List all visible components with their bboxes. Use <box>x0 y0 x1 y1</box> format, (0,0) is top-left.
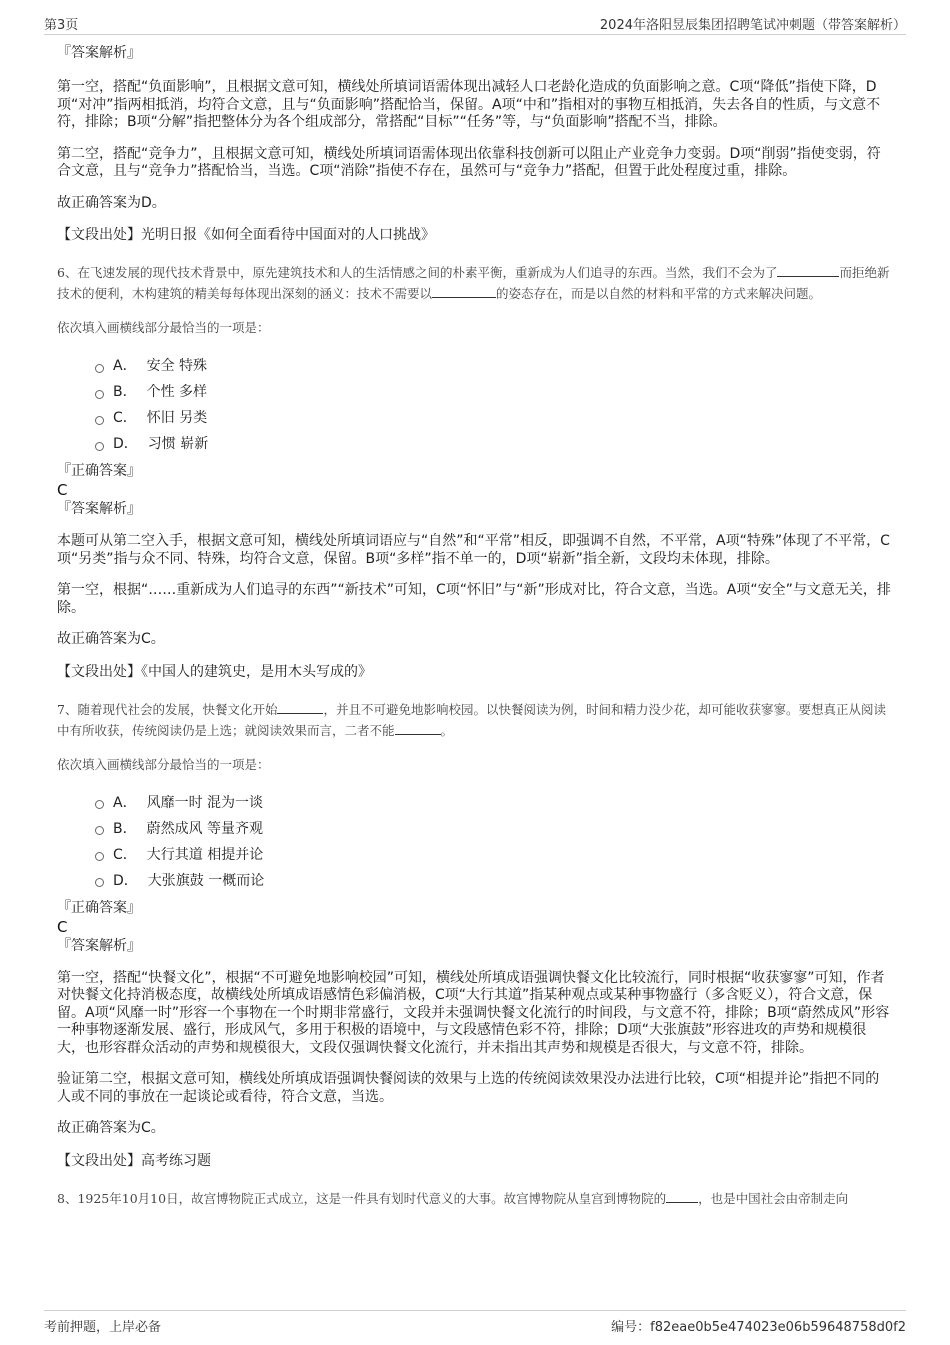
q7-options <box>95 789 893 893</box>
q7-stem-part-b: ，并且不可避免地影响校园。以快餐阅读为例，时间和精力没少花，却可能收获寥寥。要想真正从阅读中有所收获，传统阅读仍是上选；就阅读效果而言，二者不能 <box>57 701 886 738</box>
q8-stem-part-a: 8、1925年10月10日，故宫博物院正式成立，这是一件具有划时代意义的大事。故宫博物院从皇宫到博物院的 <box>57 1190 667 1206</box>
q7-option-text: 风靡一时 混为一谈 <box>146 794 264 811</box>
q6-blank-1 <box>777 264 839 277</box>
q6-analysis-label: 『答案解析』 <box>57 501 141 517</box>
q6-option-a[interactable] <box>95 352 893 378</box>
radio-icon[interactable] <box>95 852 104 861</box>
q7-stem-part-c: 。 <box>440 722 454 738</box>
q6-option-c[interactable] <box>95 404 893 430</box>
q5-analysis-para1: 第一空，搭配“负面影响”，且根据文意可知，横线处所填词语需体现出减轻人口老龄化造成的负面影响之意。C项“降低”指使下降，D项“对冲”指两相抵消，均符合文意，且与“负面影响”搭配恰当，保留。A项“中和”指相对的事物互相抵消，失去各自的性质，与文意不符，排除；B项“分解”指把整体分为各个组成部分，常搭配“目标”“任务”等，与“负面影响”搭配不当，排除。 <box>57 79 881 130</box>
q6-stem-part-c: 的姿态存在，而是以自然的材料和平常的方式来解决问题。 <box>496 286 822 301</box>
q6-stem-part-b: 而拒绝新技术的便利，木构建筑的精美每每体现出深刻的涵义：技术不需要以 <box>57 265 890 301</box>
q7-analysis-label: 『答案解析』 <box>57 937 141 954</box>
q7-correct-answer: C <box>57 917 68 936</box>
q6-option-text: 个性 多样 <box>146 384 208 400</box>
q5-source: 【文段出处】光明日报《如何全面看待中国面对的人口挑战》 <box>57 227 435 243</box>
q6-conclusion: 故正确答案为C。 <box>57 631 165 647</box>
q7-option-text: 大张旗鼓 一概而论 <box>147 872 265 889</box>
radio-icon[interactable] <box>95 416 104 425</box>
q6-source: 【文段出处】《中国人的建筑史，是用木头写成的》 <box>57 663 372 680</box>
q7-option-letter: D． <box>113 872 138 889</box>
q7-correct-label: 『正确答案』 <box>57 899 141 916</box>
radio-icon[interactable] <box>95 442 104 451</box>
document-id: 编号：f82eae0b5e474023e06b59648758d0f2 <box>611 1320 906 1335</box>
q7-analysis-para2: 验证第二空，根据文意可知，横线处所填成语强调快餐阅读的效果与上选的传统阅读效果没办法进行比较，C项“相提并论”指把不同的人或不同的事放在一起谈论或看待，符合文意，当选。 <box>57 1071 880 1105</box>
page-content <box>57 44 893 1306</box>
q7-option-letter: A． <box>113 794 137 811</box>
q8-blank-1 <box>666 1190 698 1203</box>
q6-analysis-para1: 本题可从第二空入手，根据文意可知，横线处所填词语应与“自然”和“平常”相反，即强调不自然，不平常，A项“特殊”体现了不平常，C项“另类”指与众不同、特殊，均符合文意，保留。B项“多样”指不单一的，D项“崭新”指全新，文段均未体现，排除。 <box>57 533 890 567</box>
q5-analysis-para2: 第二空，搭配“竞争力”，且根据文意可知，横线处所填词语需体现出依靠科技创新可以阻止产业竞争力变弱。D项“削弱”指使变弱，符合文意，且与“竞争力”搭配恰当，当选。C项“消除”指使不存在，虽然可与“竞争力”搭配，但置于此处程度过重，排除。 <box>57 145 881 179</box>
q5-analysis-label: 『答案解析』 <box>57 45 141 61</box>
q7-conclusion: 故正确答案为C。 <box>57 1120 165 1136</box>
page-header <box>44 12 906 35</box>
q6-correct-answer: C <box>57 481 68 499</box>
page-number: 第3页 <box>44 18 79 33</box>
q7-blank-1 <box>277 701 323 714</box>
q7-source: 【文段出处】高考练习题 <box>57 1152 211 1169</box>
q5-conclusion: 故正确答案为D。 <box>57 194 166 211</box>
q6-option-d[interactable] <box>95 430 893 456</box>
q6-options <box>95 352 893 456</box>
document-title: 2024年洛阳昱辰集团招聘笔试冲刺题（带答案解析） <box>599 18 906 33</box>
q6-option-b[interactable] <box>95 378 893 404</box>
q6-correct-label: 『正确答案』 <box>57 463 141 479</box>
q7-stem-part-a: 7、随着现代社会的发展，快餐文化开始 <box>57 701 278 717</box>
q7-option-d[interactable] <box>95 867 893 893</box>
q6-option-letter: B． <box>113 384 137 400</box>
q7-option-letter: B． <box>113 820 137 837</box>
page-footer <box>44 1310 906 1335</box>
q6-stem <box>57 262 893 304</box>
q6-option-letter: A． <box>113 358 137 374</box>
q7-stem <box>57 699 893 741</box>
q7-option-text: 蔚然成风 等量齐观 <box>146 820 264 837</box>
q7-blank-2 <box>395 722 441 735</box>
radio-icon[interactable] <box>95 878 104 887</box>
q8-stem <box>57 1188 893 1209</box>
q8-stem-part-b: ，也是中国社会由帝制走向 <box>698 1190 849 1206</box>
radio-icon[interactable] <box>95 364 104 373</box>
radio-icon[interactable] <box>95 390 104 399</box>
footer-slogan: 考前押题，上岸必备 <box>44 1320 162 1335</box>
q7-option-b[interactable] <box>95 815 893 841</box>
q6-analysis-para2: 第一空，根据“……重新成为人们追寻的东西”“新技术”可知，C项“怀旧”与“新”形成对比，符合文意，当选。A项“安全”与文意无关，排除。 <box>57 582 891 616</box>
q7-prompt: 依次填入画横线部分最恰当的一项是： <box>57 756 270 772</box>
q6-prompt: 依次填入画横线部分最恰当的一项是： <box>57 320 270 335</box>
radio-icon[interactable] <box>95 800 104 809</box>
q6-option-letter: D． <box>113 436 138 452</box>
q7-option-letter: C． <box>113 846 137 863</box>
q6-option-text: 怀旧 另类 <box>146 410 208 426</box>
q6-option-text: 安全 特殊 <box>146 358 208 374</box>
q7-analysis-para1: 第一空，搭配“快餐文化”，根据“不可避免地影响校园”可知，横线处所填成语强调快餐文化比较流行，同时根据“收获寥寥”可知，作者对快餐文化持消极态度，故横线处所填成语感情色彩偏消极，C项“大行其道”指某种观点或某种事物盛行（多含贬义），符合文意，保留。A项“风靡一时”形容一个事物在一个时期非常盛行，文段并未强调快餐文化流行的时间段，与文意不符，排除；B项“蔚然成风”形容一种事物逐渐发展、盛行，形成风气，多用于积极的语境中，与文段感情色彩不符，排除；D项“大张旗鼓”形容进攻的声势和规模很大，也形容群众活动的声势和规模很大，文段仅强调快餐文化流行，并未指出其声势和规模是否很大，与文意不符，排除。 <box>57 969 890 1056</box>
q6-blank-2 <box>432 285 496 298</box>
radio-icon[interactable] <box>95 826 104 835</box>
q6-stem-part-a: 6、在飞速发展的现代技术背景中，原先建筑技术和人的生活情感之间的朴素平衡，重新成为人们追寻的东西。当然，我们不会为了 <box>57 265 778 280</box>
q6-option-text: 习惯 崭新 <box>147 436 209 452</box>
q7-option-text: 大行其道 相提并论 <box>146 846 264 863</box>
q7-option-a[interactable] <box>95 789 893 815</box>
q7-option-c[interactable] <box>95 841 893 867</box>
q6-option-letter: C． <box>113 410 137 426</box>
